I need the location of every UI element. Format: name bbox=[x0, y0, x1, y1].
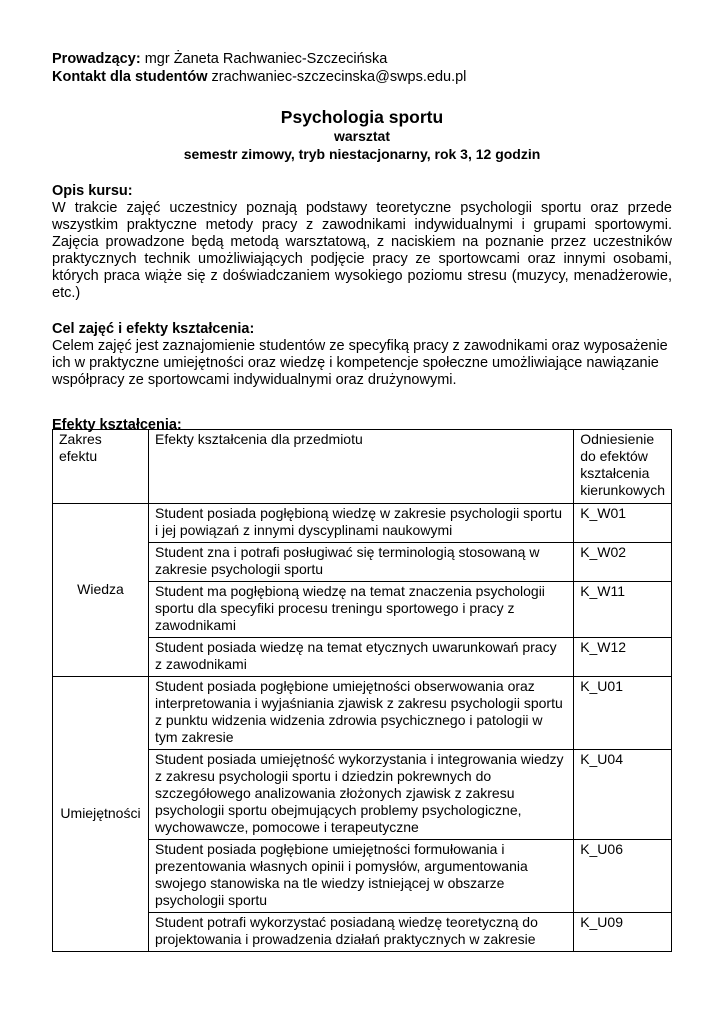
code-cell: K_W12 bbox=[574, 638, 672, 677]
contact-email[interactable]: zrachwaniec-szczecinska@swps.edu.pl bbox=[211, 69, 467, 85]
outcomes-table bbox=[52, 429, 672, 952]
lecturer-label: Prowadzący: bbox=[52, 51, 141, 67]
goals-heading: Cel zajęć i efekty kształcenia: bbox=[52, 321, 255, 337]
effect-cell: Student zna i potrafi posługiwać się terminologią stosowaną w zakresie psychologii sportu bbox=[149, 543, 574, 582]
course-form: warsztat bbox=[333, 128, 391, 144]
goals-text: Celem zajęć jest zaznajomienie studentów ze specyfiką pracy z zawodnikami oraz wyposażenie ich w praktyczne umiejętności oraz wiedzę i kompetencje społeczne umożliwiające nawiązanie współpracy ze sportowcami indywidualnymi oraz drużynowymi. bbox=[52, 338, 668, 388]
code-cell: K_U04 bbox=[574, 750, 672, 840]
contact-label: Kontakt dla studentów bbox=[52, 69, 208, 85]
description-text: W trakcie zajęć uczestnicy poznają podstawy teoretyczne psychologii sportu oraz przede wszystkim praktyczne metody pracy z zawodnikami indywidualnymi i grupami sportowymi. Zajęcia prowadzone będą metodą warsztatową, z naciskiem na poznanie przez uczestników praktycznych technik umożliwiających podjęcie pracy ze sportowcami oraz innymi osobami, których praca wiąże się z doświadczaniem wysokiego poziomu stresu (muzycy, menadżerowie, etc.) bbox=[52, 200, 672, 301]
code-cell: K_W01 bbox=[574, 504, 672, 543]
column-header: Odniesienie do efektów kształcenia kierunkowych bbox=[574, 430, 672, 504]
table-row bbox=[53, 504, 672, 543]
code-cell: K_W02 bbox=[574, 543, 672, 582]
effect-cell: Student ma pogłębioną wiedzę na temat znaczenia psychologii sportu dla specyfiki procesu treningu sportowego i pracy z zawodnikami bbox=[149, 582, 574, 638]
course-title: Psychologia sportu bbox=[280, 107, 444, 127]
table-header-row bbox=[53, 430, 672, 504]
code-cell: K_U01 bbox=[574, 677, 672, 750]
effect-cell: Student posiada umiejętność wykorzystania i integrowania wiedzy z zakresu psychologii sportu i dziedzin pokrewnych do szczegółowego analizowania złożonych zjawisk z zakresu psychologii sportu obejmujących problemy psychologiczne, wychowawcze, pomocowe i terapeutyczne bbox=[149, 750, 574, 840]
code-cell: K_U09 bbox=[574, 913, 672, 952]
column-header: Efekty kształcenia dla przedmiotu bbox=[149, 430, 574, 504]
code-cell: K_W11 bbox=[574, 582, 672, 638]
description-heading: Opis kursu: bbox=[52, 183, 133, 199]
column-header: Zakres efektu bbox=[53, 430, 149, 504]
contact-line bbox=[52, 68, 672, 86]
group-label: Wiedza bbox=[53, 504, 149, 677]
lecturer-line bbox=[52, 50, 672, 68]
course-title-block bbox=[52, 107, 672, 163]
effect-cell: Student posiada wiedzę na temat etycznych uwarunkowań pracy z zawodnikami bbox=[149, 638, 574, 677]
document-page bbox=[52, 50, 672, 434]
effect-cell: Student posiada pogłębione umiejętności formułowania i prezentowania własnych opinii i pomysłów, argumentowania swojego stanowiska na tle wiedzy istniejącej w obszarze psychologii sportu bbox=[149, 840, 574, 913]
group-label: Umiejętności bbox=[53, 677, 149, 952]
effect-cell: Student posiada pogłębioną wiedzę w zakresie psychologii sportu i jej powiązań z innymi dyscyplinami naukowymi bbox=[149, 504, 574, 543]
code-cell: K_U06 bbox=[574, 840, 672, 913]
effect-cell: Student potrafi wykorzystać posiadaną wiedzę teoretyczną do projektowania i prowadzenia działań praktycznych w zakresie bbox=[149, 913, 574, 952]
outcomes-heading: Efekty kształcenia: bbox=[52, 417, 182, 433]
course-details: semestr zimowy, tryb niestacjonarny, rok 3, 12 godzin bbox=[183, 146, 541, 162]
lecturer-name: mgr Żaneta Rachwaniec-Szczecińska bbox=[144, 51, 388, 67]
table-row bbox=[53, 677, 672, 750]
effect-cell: Student posiada pogłębione umiejętności obserwowania oraz interpretowania i wyjaśniania zjawisk z zakresu psychologii sportu z punktu widzenia widzenia zdrowia psychicznego i patologii w tym zakresie bbox=[149, 677, 574, 750]
